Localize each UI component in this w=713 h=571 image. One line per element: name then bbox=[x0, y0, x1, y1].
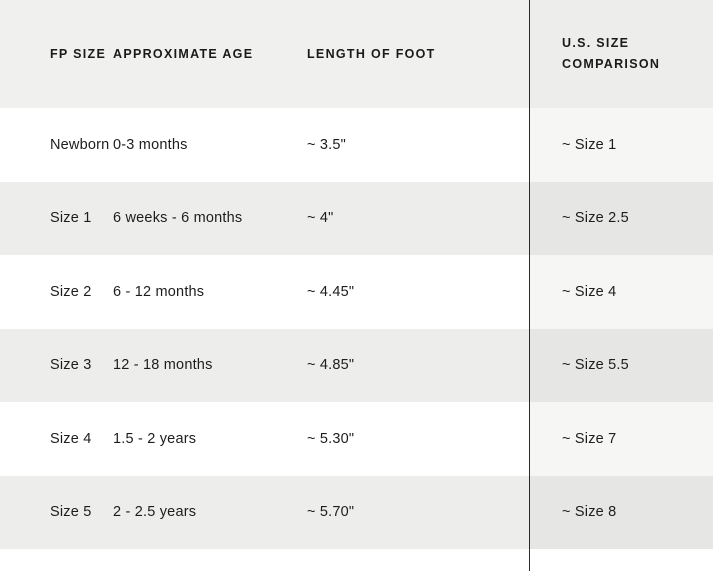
table-row bbox=[0, 255, 713, 329]
cell-length-of-foot: ~ 3.5" bbox=[307, 108, 529, 182]
table-row bbox=[0, 182, 713, 256]
cell-approximate-age: 0-3 months bbox=[113, 108, 307, 182]
cell-length-of-foot: ~ 4.85" bbox=[307, 329, 529, 403]
cell-us-size-comparison: ~ Size 8 bbox=[529, 476, 713, 550]
cell-length-of-foot: ~ 4.45" bbox=[307, 255, 529, 329]
cell-us-size-comparison: ~ Size 5.5 bbox=[529, 329, 713, 403]
cell-approximate-age: 1.5 - 2 years bbox=[113, 402, 307, 476]
cell-fp-size: Newborn bbox=[0, 108, 113, 182]
cell-fp-size: Size 4 bbox=[0, 402, 113, 476]
cell-fp-size: Size 3 bbox=[0, 329, 113, 403]
table-header bbox=[0, 0, 713, 108]
cell-fp-size: Size 5 bbox=[0, 476, 113, 550]
cell-us-size-comparison: ~ Size 1 bbox=[529, 108, 713, 182]
table-row bbox=[0, 476, 713, 550]
column-header-us-size-comparison: U.S. SIZE COMPARISON bbox=[529, 0, 713, 108]
cell-us-size-comparison: ~ Size 4 bbox=[529, 255, 713, 329]
table-body bbox=[0, 108, 713, 549]
table-row bbox=[0, 402, 713, 476]
cell-fp-size: Size 1 bbox=[0, 182, 113, 256]
cell-length-of-foot: ~ 5.30" bbox=[307, 402, 529, 476]
column-divider bbox=[529, 0, 530, 571]
column-header-length-of-foot: LENGTH OF FOOT bbox=[307, 0, 529, 108]
cell-us-size-comparison: ~ Size 2.5 bbox=[529, 182, 713, 256]
cell-approximate-age: 2 - 2.5 years bbox=[113, 476, 307, 550]
header-row bbox=[0, 0, 713, 108]
table-row bbox=[0, 329, 713, 403]
cell-length-of-foot: ~ 4" bbox=[307, 182, 529, 256]
cell-us-size-comparison: ~ Size 7 bbox=[529, 402, 713, 476]
cell-fp-size: Size 2 bbox=[0, 255, 113, 329]
cell-approximate-age: 12 - 18 months bbox=[113, 329, 307, 403]
column-header-approximate-age: APPROXIMATE AGE bbox=[113, 0, 307, 108]
cell-approximate-age: 6 weeks - 6 months bbox=[113, 182, 307, 256]
table-row bbox=[0, 108, 713, 182]
cell-length-of-foot: ~ 5.70" bbox=[307, 476, 529, 550]
column-header-fp-size: FP SIZE bbox=[0, 0, 113, 108]
cell-approximate-age: 6 - 12 months bbox=[113, 255, 307, 329]
